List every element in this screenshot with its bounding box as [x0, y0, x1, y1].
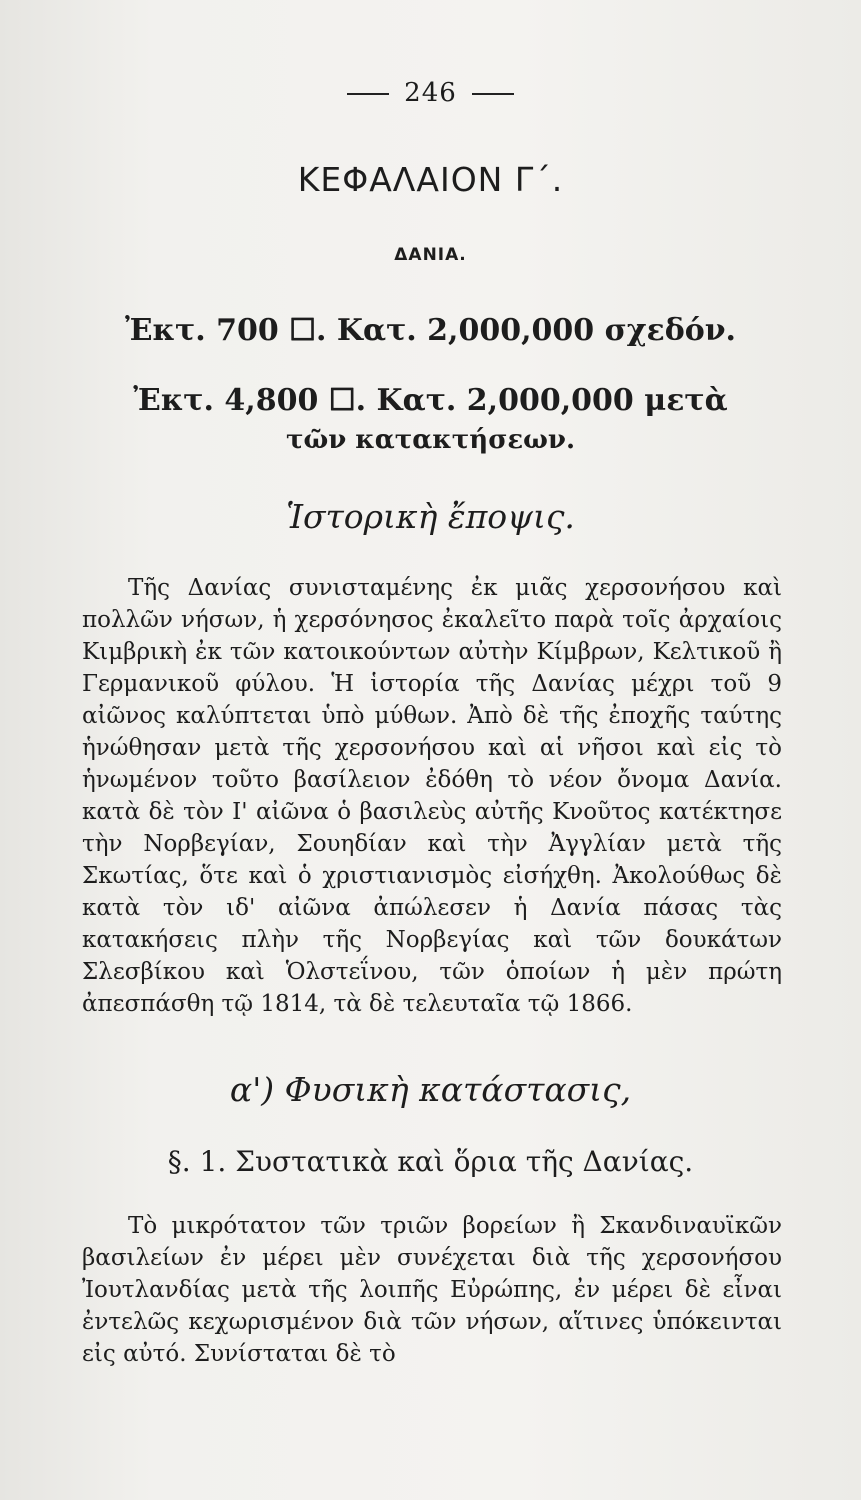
historical-heading: Ἱστορικὴ ἔποψις. — [286, 497, 575, 536]
stats-line-2: Ἐκτ. 4,800 ☐. Κατ. 2,000,000 μετὰ — [133, 383, 728, 418]
left-dash — [347, 93, 389, 95]
stats-line-2-continued: τῶν κατακτήσεων. — [285, 425, 576, 455]
page-number-text: 246 — [404, 78, 457, 108]
physical-paragraph: Τὸ μικρότατον τῶν τριῶν βορείων ἢ Σκανδιναυϊκῶν βασιλείων ἐν μέρει μὲν συνέχεται διὰ τῆς χερσονήσου Ἰουτλανδίας μετὰ τῆς λοιπῆς Εὐρώπης, ἐν μέρει δὲ εἶναι ἐντελῶς κεχωρισμένον διὰ τῶν νήσων, αἵτινες ὑπόκεινται εἰς αὐτό. Συνίσταται δὲ τὸ — [82, 1213, 782, 1367]
right-dash — [472, 93, 514, 95]
physical-heading: α') Φυσικὴ κατάστασις, — [229, 1070, 632, 1109]
historical-paragraph: Τῆς Δανίας συνισταμένης ἐκ μιᾶς χερσονήσου καὶ πολλῶν νήσων, ἡ χερσόνησος ἐκαλεῖτο παρὰ τοῖς ἀρχαίοις Κιμβρικὴ ἐκ τῶν κατοικούντων αὐτὴν Κίμβρων, Κελτικοῦ ἢ Γερμανικοῦ φύλου. Ἡ ἱστορία τῆς Δανίας μέχρι τοῦ 9 αἰῶνος καλύπτεται ὑπὸ μύθων. Ἀπὸ δὲ τῆς ἐποχῆς ταύτης ἡνώθησαν μετὰ τῆς χερσονήσου καὶ αἱ νῆσοι καὶ εἰς τὸ ἡνωμένον τοῦτο βασίλειον ἐδόθη τὸ νέον ὄνομα Δανία. κατὰ δὲ τὸν Ι' αἰῶνα ὁ βασιλεὺς αὐτῆς Κνοῦτος κατέκτησε τὴν Νορβεγίαν, Σουηδίαν καὶ τὴν Ἀγγλίαν μετὰ τῆς Σκωτίας, ὅτε καὶ ὁ χριστιανισμὸς εἰσήχθη. Ἀκολούθως δὲ κατὰ τὸν ιδ' αἰῶνα ἀπώλεσεν ἡ Δανία πάσας τὰς κατακήσεις πλὴν τῆς Νορβεγίας καὶ τῶν δουκάτων Σλεσβίκου καὶ Ὁλστεΐνου, τῶν ὁποίων ἡ μὲν πρώτη ἀπεσπάσθη τῷ 1814, τὰ δὲ τελευταῖα τῷ 1866. — [82, 575, 782, 1017]
page-number — [0, 78, 861, 108]
chapter-title: ΚΕΦΑΛΑΙΟΝ Γ΄. — [297, 160, 564, 199]
paragraph-heading: §. 1. Συστατικὰ καὶ ὅρια τῆς Δανίας. — [167, 1145, 694, 1178]
country-title: ΔΑΝΙΑ. — [394, 245, 467, 265]
stats-line-1: Ἐκτ. 700 ☐. Κατ. 2,000,000 σχεδόν. — [125, 313, 736, 348]
